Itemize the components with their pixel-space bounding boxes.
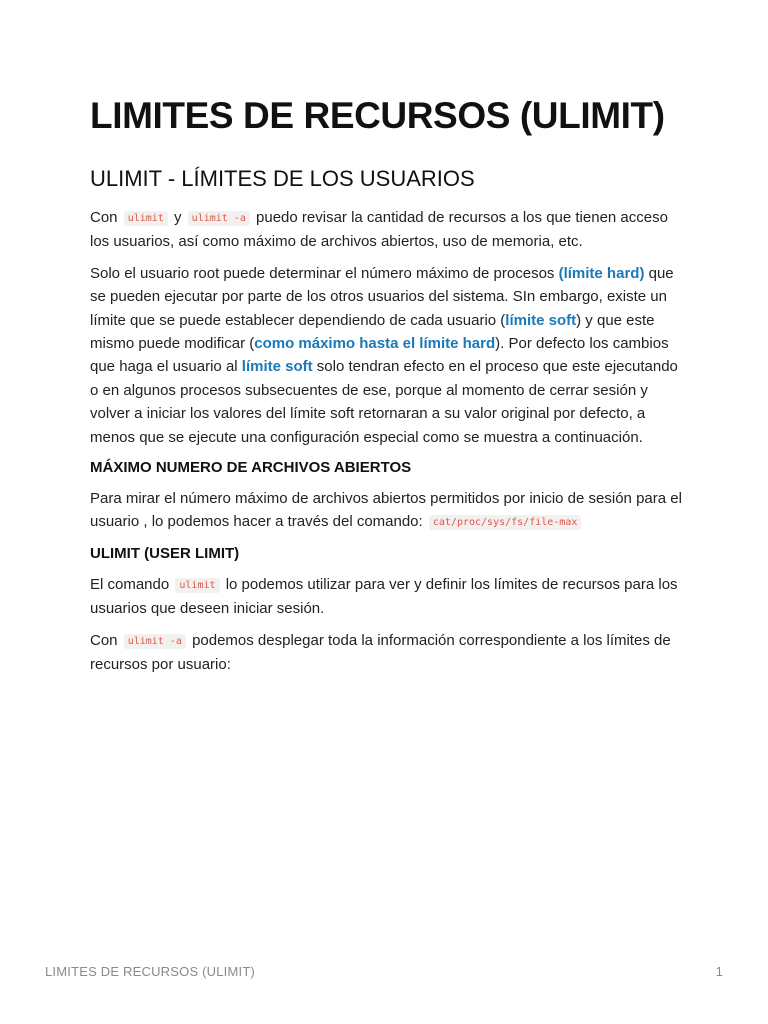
page-footer	[45, 964, 723, 984]
text: lo podemos utilizar para ver y definir los límites de recursos para los usuarios que deseen iniciar sesión.	[90, 575, 678, 618]
subheading-ulimit: ULIMIT (USER LIMIT)	[90, 544, 240, 562]
text: podemos desplegar toda la información correspondiente a los límites de recursos por usuario:	[90, 631, 671, 674]
inline-code: ulimit	[175, 578, 219, 593]
highlight-text: límite soft	[505, 311, 577, 329]
text: y	[174, 209, 182, 226]
text: solo tendran efecto en el proceso que este ejecutando o en algunos procesos subsecuentes de ese, porque al momento de cerrar sesión y volver a iniciar los valores del límite soft retornaran a su valor original por defecto, a menos que se ejecute una configuración especial como se muestra a continuación.	[90, 358, 678, 446]
inline-code: ulimit -a	[188, 211, 250, 226]
paragraph-intro	[90, 206, 682, 254]
text: El comando	[90, 575, 170, 593]
text: puedo revisar la cantidad de recursos a los que tienen acceso los usuarios, así como máximo de archivos abiertos, uso de memoria, etc.	[90, 209, 668, 251]
page-title: LIMITES DE RECURSOS (ULIMIT)	[90, 95, 665, 136]
text: Con	[90, 631, 118, 649]
inline-code: ulimit	[124, 211, 168, 226]
paragraph-ulimit-a	[90, 629, 682, 677]
page-number: 1	[715, 964, 723, 979]
paragraph-limits	[90, 262, 682, 449]
text: ). Por defecto los cambios que haga el usuario al	[90, 335, 669, 376]
subheading-max-files: MÁXIMO NUMERO DE ARCHIVOS ABIERTOS	[90, 459, 412, 477]
section-heading: ULIMIT - LÍMITES DE LOS USUARIOS	[90, 166, 475, 191]
highlight-text: como máximo hasta el límite hard	[254, 335, 496, 353]
inline-code: cat/proc/sys/fs/file-max	[429, 515, 582, 530]
highlight-text: límite soft	[241, 358, 313, 376]
text: Para mirar el número máximo de archivos abiertos permitidos por inicio de sesión para el usuario , lo podemos hacer a través del comando:	[90, 490, 682, 531]
document-page	[90, 92, 682, 685]
text: que se pueden ejecutar por parte de los otros usuarios del sistema. SIn embargo, existe un límite que se puede establecer dependiendo de cada usuario (	[90, 264, 674, 329]
highlight-text: (límite hard)	[558, 264, 645, 282]
paragraph-ulimit	[90, 573, 682, 621]
text: ) y que este mismo puede modificar (	[90, 311, 655, 353]
inline-code: ulimit -a	[124, 634, 186, 649]
footer-title: LIMITES DE RECURSOS (ULIMIT)	[45, 964, 256, 979]
text: Solo el usuario root puede determinar el número máximo de procesos	[90, 264, 559, 282]
paragraph-max-files	[90, 487, 682, 535]
text: Con	[90, 209, 118, 226]
